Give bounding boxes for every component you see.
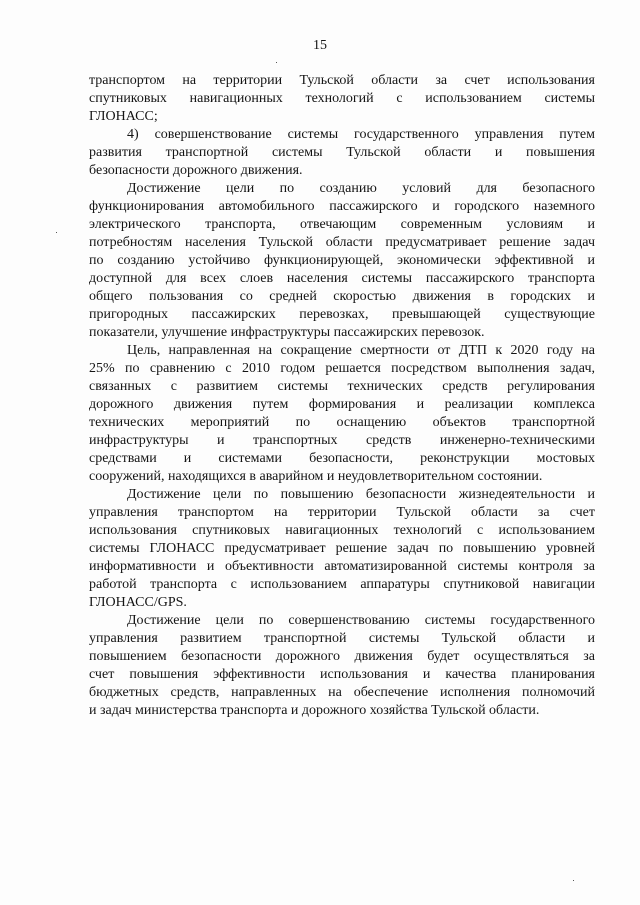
text-line: 4) совершенствование системы государственного управления путем [127,127,595,142]
text-line: Цель, направленная на сокращение смертности от ДТП к 2020 году на [127,343,595,358]
text-line: безопасности дорожного движения. [89,163,303,178]
text-line: пригородных пассажирских перевозках, превышающей существующие [89,307,595,322]
text-line: 25% по сравнению с 2010 годом решается посредством выполнения задач, [89,361,595,376]
page-number: 15 [313,38,327,53]
paragraph [89,126,595,180]
text-line: и задач министерства транспорта и дорожного хозяйства Тульской области. [89,703,540,718]
text-line: использования спутниковых навигационных технологий с использованием [89,523,595,538]
text-line: Достижение цели по повышению безопасности жизнедеятельности и [127,487,595,502]
text-line: доступной для всех слоев населения системы пассажирского транспорта [89,271,595,286]
text-line: управления развитием транспортной системы Тульской области и [89,631,595,646]
text-line: транспортом на территории Тульской области за счет использования [89,73,595,88]
paragraph [89,72,595,126]
paragraph [89,342,595,486]
text-line: спутниковых навигационных технологий с использованием системы [89,91,595,106]
text-line: системы ГЛОНАСС предусматривает решение задач по повышению уровней [89,541,595,556]
text-line: технических мероприятий по оснащению объектов транспортной [89,415,595,430]
text-line: потребностям населения Тульской области предусматривает решение задач [89,235,595,250]
text-line: инфраструктуры и транспортных средств инженерно-техническими [89,433,595,448]
document-body [89,72,595,720]
text-line: средствами и системами безопасности, реконструкции мостовых [89,451,595,466]
text-line: связанных с развитием системы технических средств регулирования [89,379,595,394]
text-line: дорожного движения путем формирования и реализации комплекса [89,397,595,412]
text-line: счет повышения эффективности использования и качества планирования [89,667,595,682]
text-line: показатели, улучшение инфраструктуры пассажирских перевозок. [89,325,485,340]
scan-speck [56,232,57,233]
text-line: ГЛОНАСС/GPS. [89,595,187,610]
text-line: Достижение цели по совершенствованию системы государственного [127,613,595,628]
text-line: ГЛОНАСС; [89,109,158,124]
text-line: информативности и объективности автоматизированной системы контроля за [89,559,595,574]
paragraph [89,486,595,612]
text-line: Достижение цели по созданию условий для безопасного [127,181,595,196]
scan-speck [573,880,574,881]
text-line: функционирования автомобильного пассажирского и городского наземного [89,199,595,214]
text-line: развития транспортной системы Тульской области и повышения [89,145,595,160]
text-line: управления транспортом на территории Тульской области за счет [89,505,595,520]
paragraph [89,180,595,342]
scan-speck [276,62,277,63]
text-line: работой транспорта с использованием аппаратуры спутниковой навигации [89,577,595,592]
paragraph [89,612,595,720]
text-line: по созданию устойчиво функционирующей, экономически эффективной и [89,253,595,268]
text-line: повышением безопасности дорожного движения будет осуществляться за [89,649,595,664]
text-line: электрического транспорта, отвечающим современным условиям и [89,217,595,232]
text-line: бюджетных средств, направленных на обеспечение исполнения полномочий [89,685,595,700]
text-line: общего пользования со средней скоростью движения в городских и [89,289,595,304]
text-line: сооружений, находящихся в аварийном и неудовлетворительном состоянии. [89,469,543,484]
